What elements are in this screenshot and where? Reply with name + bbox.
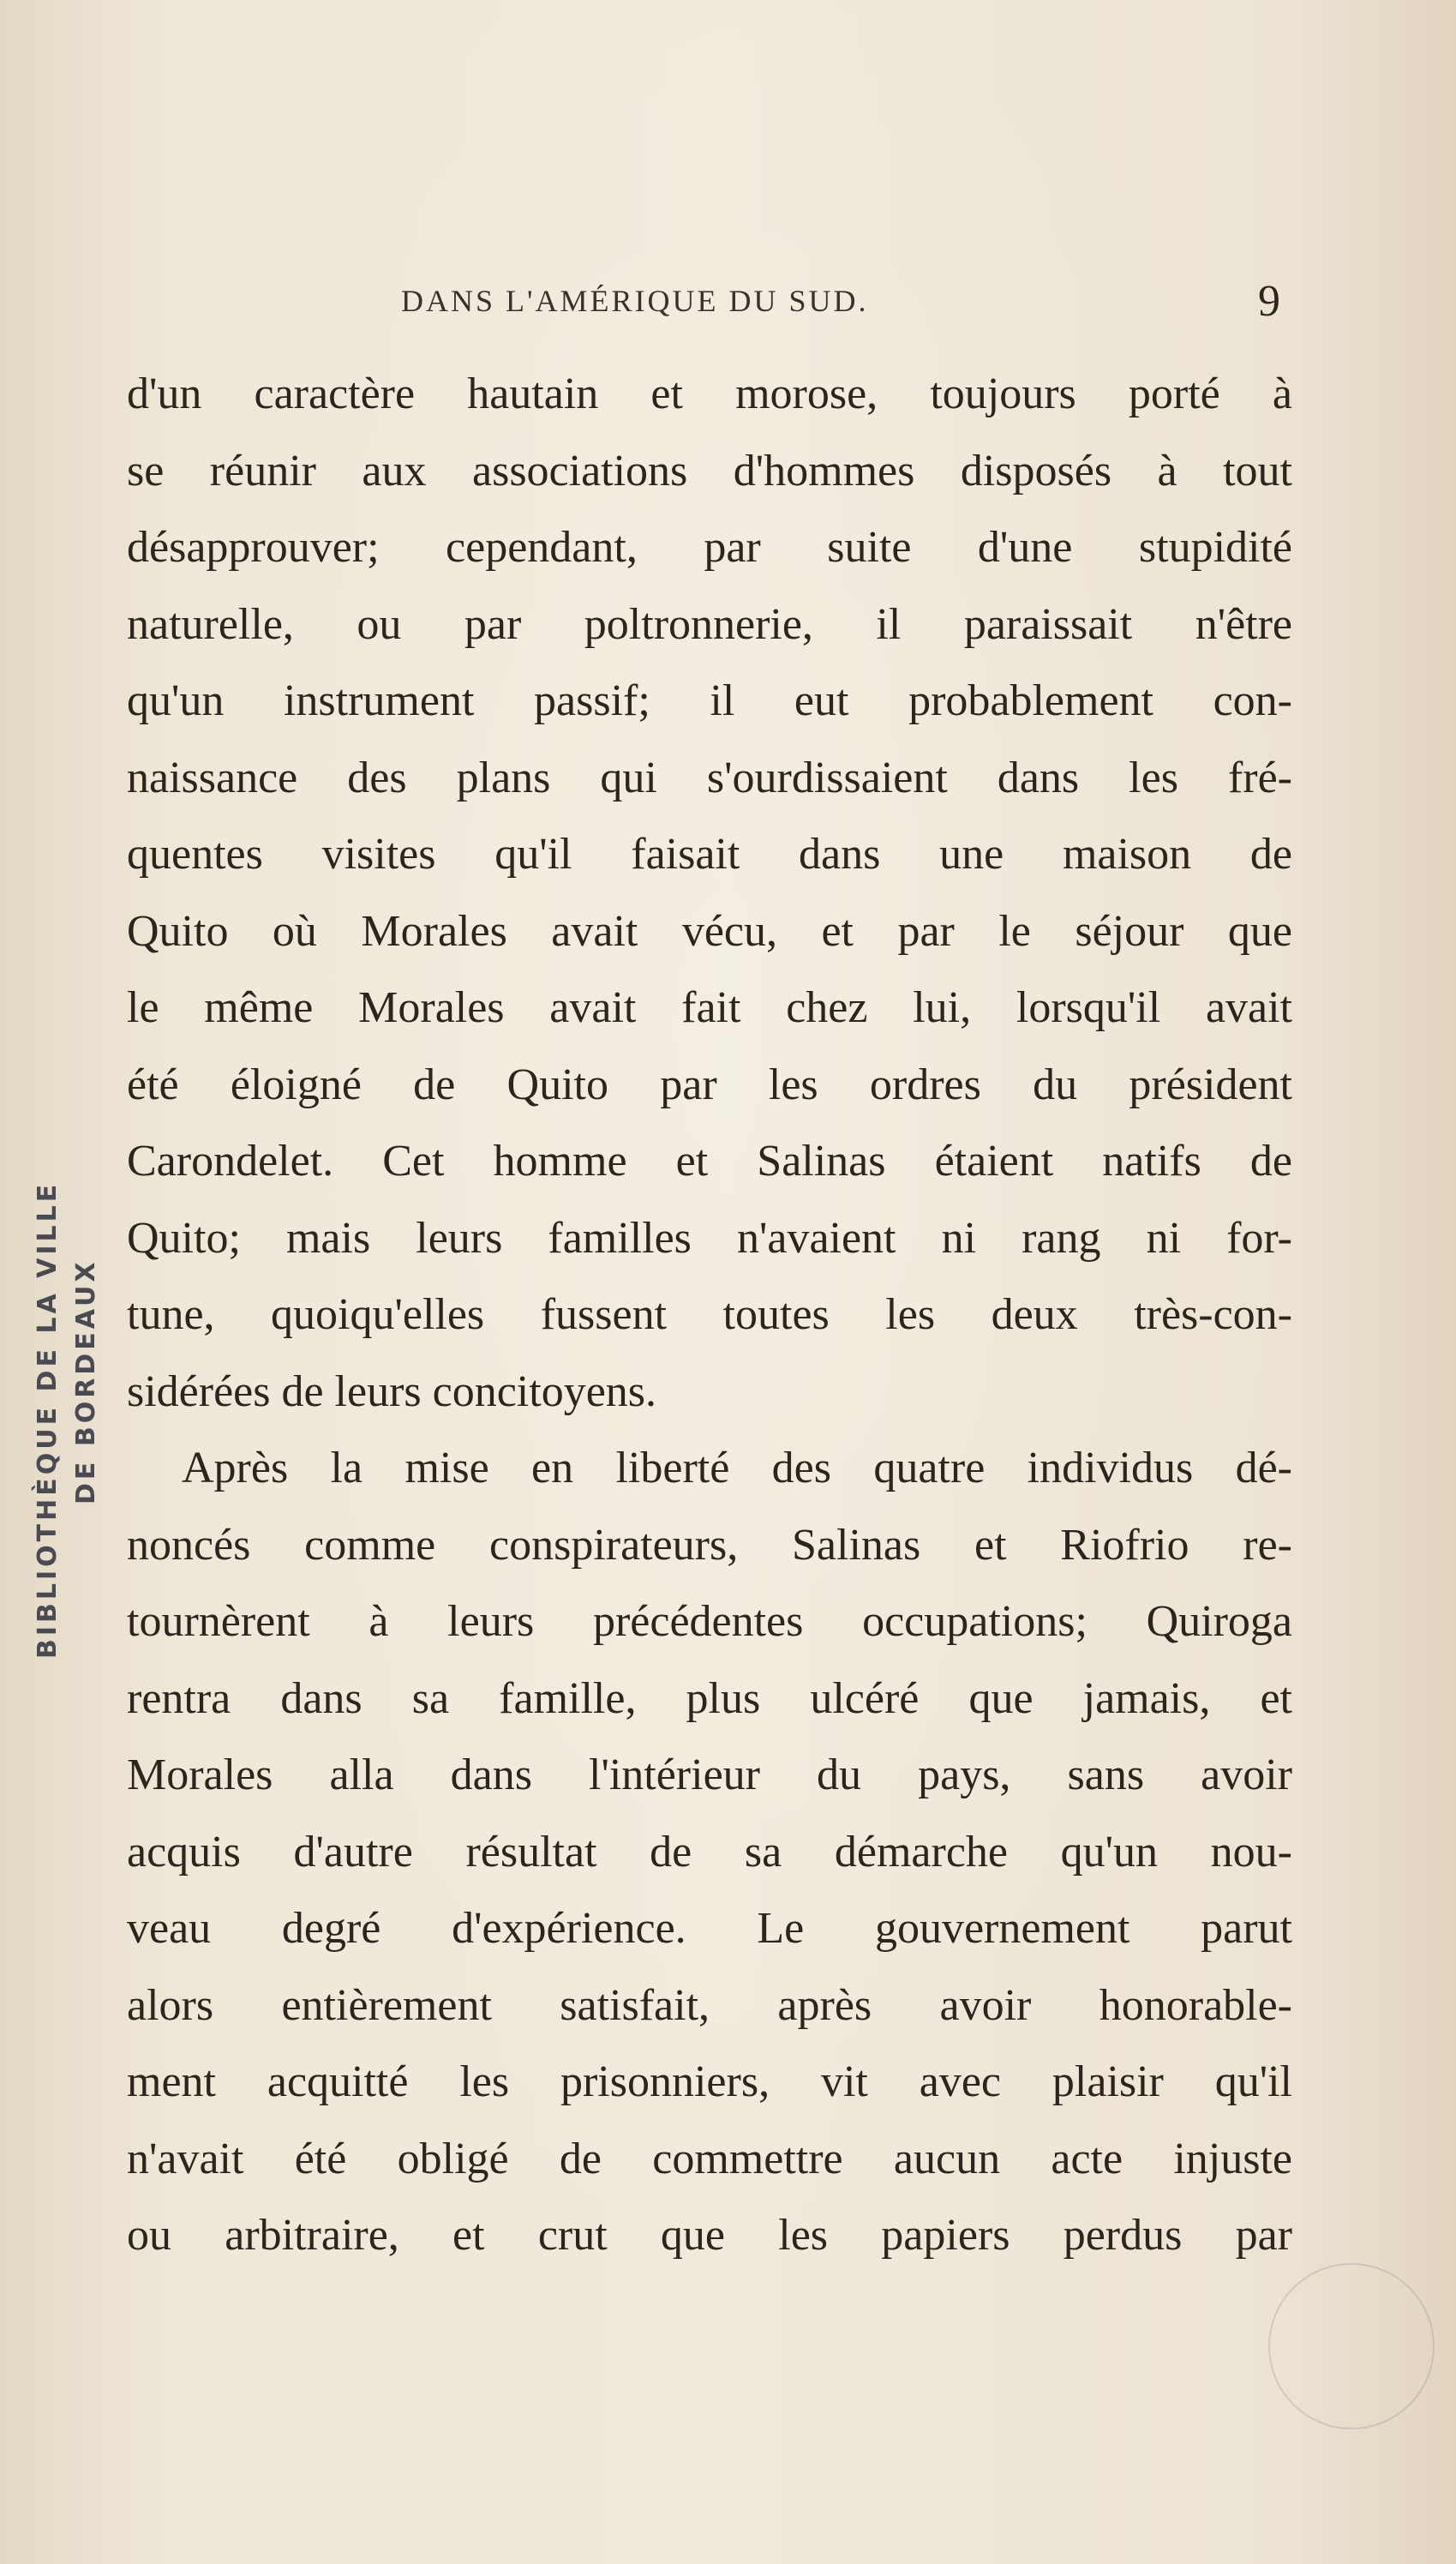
text-line: été éloigné de Quito par les ordres du président [127, 1060, 1292, 1109]
text-line: Morales alla dans l'intérieur du pays, sans avoir [127, 1750, 1292, 1799]
text-line: Quito où Morales avait vécu, et par le séjour que [127, 906, 1292, 956]
text-line: ou arbitraire, et crut que les papiers perdus par [127, 2211, 1292, 2260]
text-line: alors entièrement satisfait, après avoir honorable- [127, 1980, 1292, 2030]
stamp-line-library: BIBLIOTHÈQUE DE LA VILLE [33, 1180, 63, 1659]
text-line: le même Morales avait fait chez lui, lorsqu'il avait [127, 983, 1292, 1032]
text-line: sidérées de leurs concitoyens. [127, 1366, 657, 1416]
faded-seal [1268, 2263, 1435, 2429]
text-line: acquis d'autre résultat de sa démarche qu'un nou- [127, 1827, 1292, 1876]
text-line: noncés comme conspirateurs, Salinas et Riofrio re- [127, 1520, 1292, 1570]
text-line: n'avait été obligé de commettre aucun acte injuste [127, 2134, 1292, 2183]
paragraph-first-line: Après la mise en liberté des quatre individus dé- [182, 1444, 1292, 1492]
text-line: rentra dans sa famille, plus ulcéré que jamais, et [127, 1673, 1292, 1723]
text-line: Carondelet. Cet homme et Salinas étaient natifs de [127, 1137, 1292, 1186]
text-line: tune, quoiqu'elles fussent toutes les deux très-con- [127, 1290, 1292, 1339]
text-line: quentes visites qu'il faisait dans une maison de [127, 830, 1292, 879]
text-line: désapprouver; cependant, par suite d'une stupidité [127, 523, 1292, 572]
text-line: naturelle, ou par poltronnerie, il paraissait n'être [127, 599, 1292, 649]
body-text [127, 356, 1292, 2274]
page-number: 9 [1258, 277, 1280, 326]
text-line: qu'un instrument passif; il eut probablement con- [127, 676, 1292, 725]
stamp-line-city: DE BORDEAUX [71, 1258, 101, 1504]
text-line: Quito; mais leurs familles n'avaient ni rang ni for- [127, 1213, 1292, 1263]
library-stamp [24, 1102, 110, 1659]
running-head: DANS L'AMÉRIQUE DU SUD. [401, 284, 869, 318]
text-line: naissance des plans qui s'ourdissaient dans les fré- [127, 753, 1292, 802]
text-line: tournèrent à leurs précédentes occupations; Quiroga [127, 1597, 1292, 1646]
text-line: veau degré d'expérience. Le gouvernement parut [127, 1904, 1292, 1953]
text-line: ment acquitté les prisonniers, vit avec plaisir qu'il [127, 2057, 1292, 2106]
page-header [0, 277, 1456, 334]
text-line: d'un caractère hautain et morose, toujours porté à [127, 369, 1292, 418]
text-line: se réunir aux associations d'hommes disposés à tout [127, 446, 1292, 495]
